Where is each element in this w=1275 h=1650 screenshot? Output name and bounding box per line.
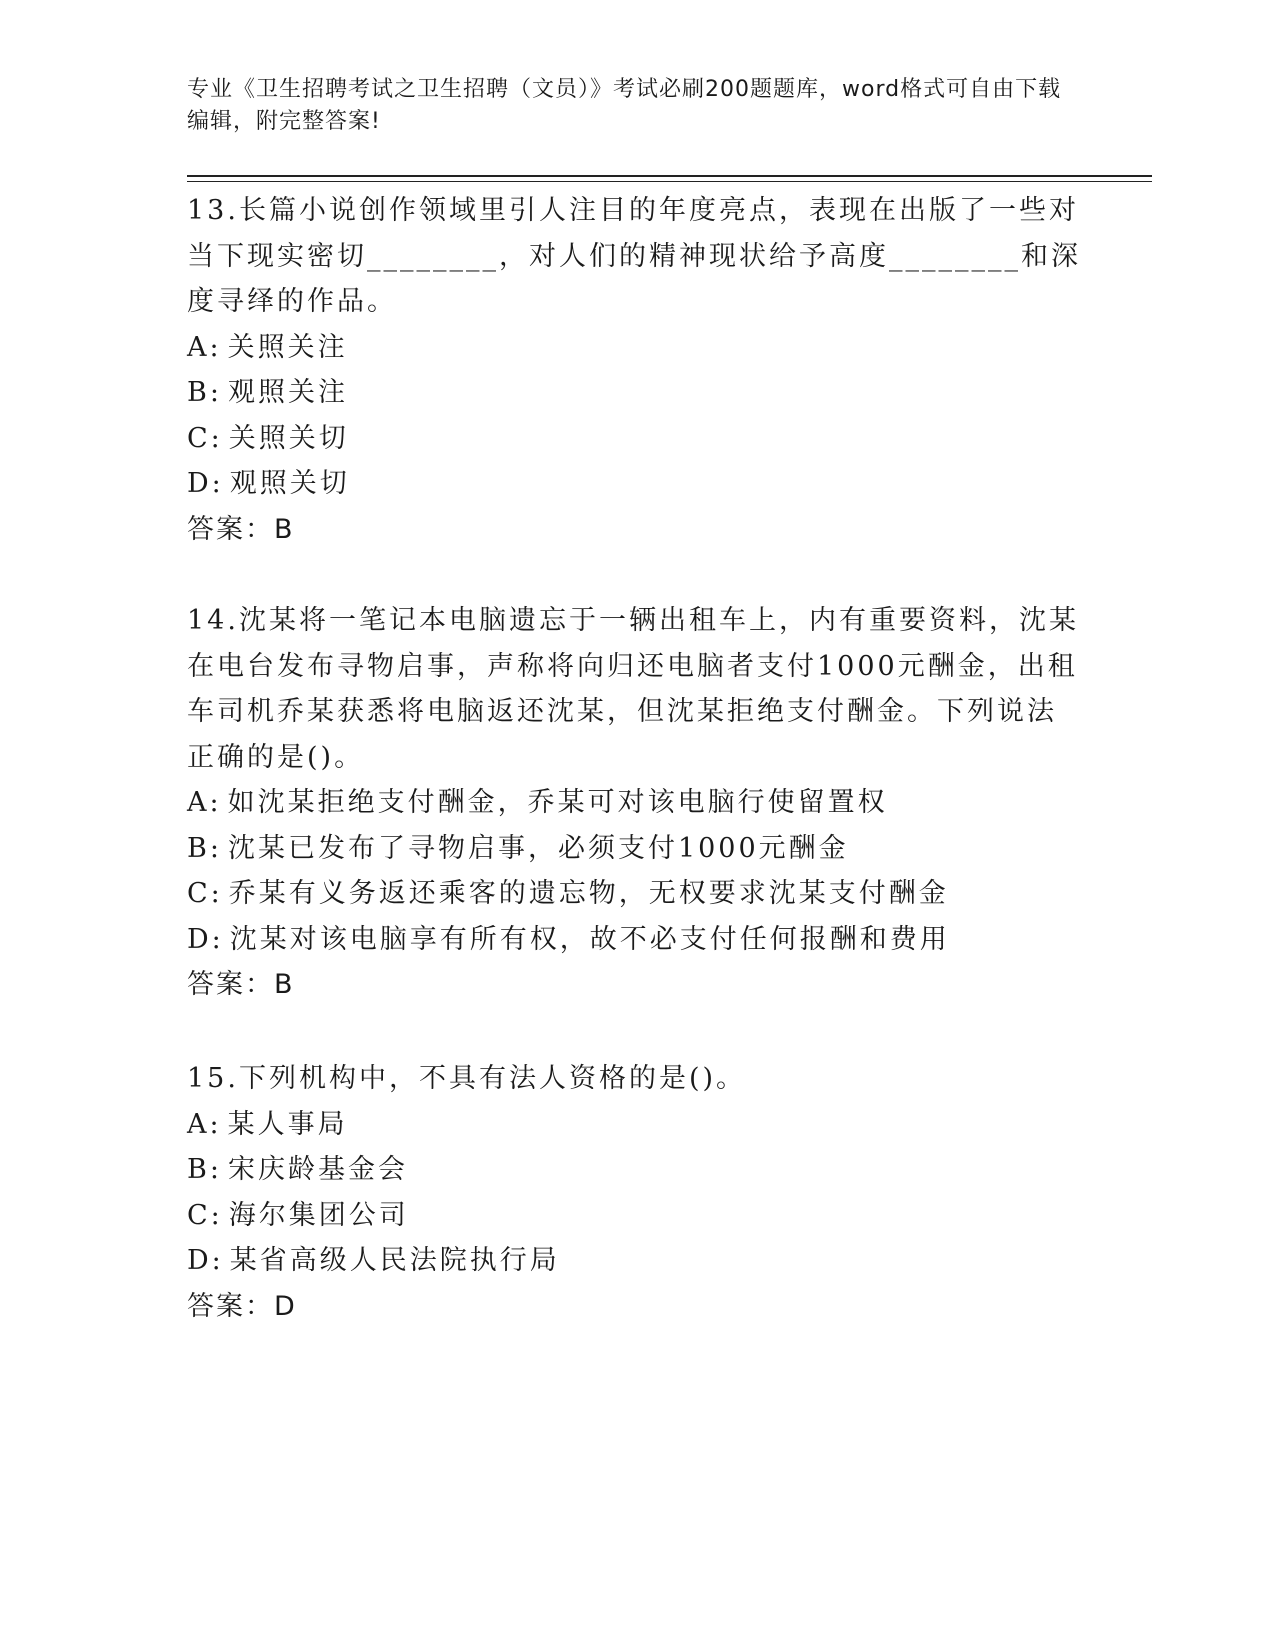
option-b	[187, 370, 1082, 416]
option-letter: B:	[187, 1154, 222, 1185]
document-header: 专业《卫生招聘考试之卫生招聘（文员）》考试必刷200题题库，word格式可自由下载编辑，附完整答案!	[187, 77, 1062, 134]
option-c	[187, 1193, 1082, 1239]
option-letter: B:	[187, 832, 222, 864]
option-letter: A:	[187, 1108, 222, 1140]
option-text: 乔某有义务返还乘客的遗忘物，无权要求沈某支付酬金	[228, 878, 949, 909]
option-a	[187, 325, 1082, 371]
option-d	[187, 461, 1082, 507]
option-letter: B:	[187, 377, 222, 408]
option-letter: C:	[187, 1199, 223, 1231]
option-c	[187, 871, 1082, 917]
option-text: 关照关切	[228, 422, 349, 454]
option-text: 关照关注	[227, 331, 348, 363]
option-text: 某人事局	[227, 1108, 348, 1140]
option-a	[187, 1102, 1082, 1148]
option-c	[187, 416, 1082, 462]
option-a	[187, 780, 1082, 826]
option-text: 宋庆龄基金会	[227, 1154, 408, 1185]
option-letter: D:	[187, 1245, 224, 1276]
answer-line: 答案：D	[187, 1290, 297, 1322]
option-text: 如沈某拒绝支付酬金，乔某可对该电脑行使留置权	[227, 787, 888, 818]
option-d	[187, 917, 1082, 963]
option-letter: D:	[187, 923, 224, 955]
option-text: 观照关切	[229, 468, 350, 499]
question-15	[187, 1056, 1082, 1329]
question-stem: 15.下列机构中，不具有法人资格的是()。	[187, 1063, 747, 1094]
question-stem: 14.沈某将一笔记本电脑遗忘于一辆出租车上，内有重要资料，沈某在电台发布寻物启事，声称将向归还电脑者支付1000元酬金，出租车司机乔某获悉将电脑返还沈某，但沈某拒绝支付酬金。下列说法正确的是()。	[187, 605, 1079, 773]
question-14	[187, 598, 1082, 1008]
answer-line: 答案：B	[187, 513, 295, 545]
answer-line: 答案：B	[187, 969, 295, 1000]
option-text: 海尔集团公司	[228, 1199, 409, 1231]
option-b	[187, 826, 1082, 872]
option-text: 观照关注	[227, 377, 348, 408]
option-letter: C:	[187, 422, 223, 454]
option-text: 某省高级人民法院执行局	[229, 1245, 560, 1276]
option-letter: A:	[187, 331, 222, 363]
option-d	[187, 1238, 1082, 1284]
question-stem: 13.长篇小说创作领域里引人注目的年度亮点，表现在出版了一些对当下现实密切________，对人们的精神现状给予高度________和深度寻绎的作品。	[187, 195, 1081, 317]
option-text: 沈某对该电脑享有所有权，故不必支付任何报酬和费用	[229, 923, 950, 955]
option-b	[187, 1147, 1082, 1193]
header-divider-top	[187, 175, 1152, 177]
option-letter: C:	[187, 878, 223, 909]
question-13	[187, 188, 1082, 552]
option-text: 沈某已发布了寻物启事，必须支付1000元酬金	[227, 832, 849, 864]
option-letter: A:	[187, 787, 222, 818]
header-divider-bottom	[187, 181, 1152, 182]
option-letter: D:	[187, 468, 224, 499]
